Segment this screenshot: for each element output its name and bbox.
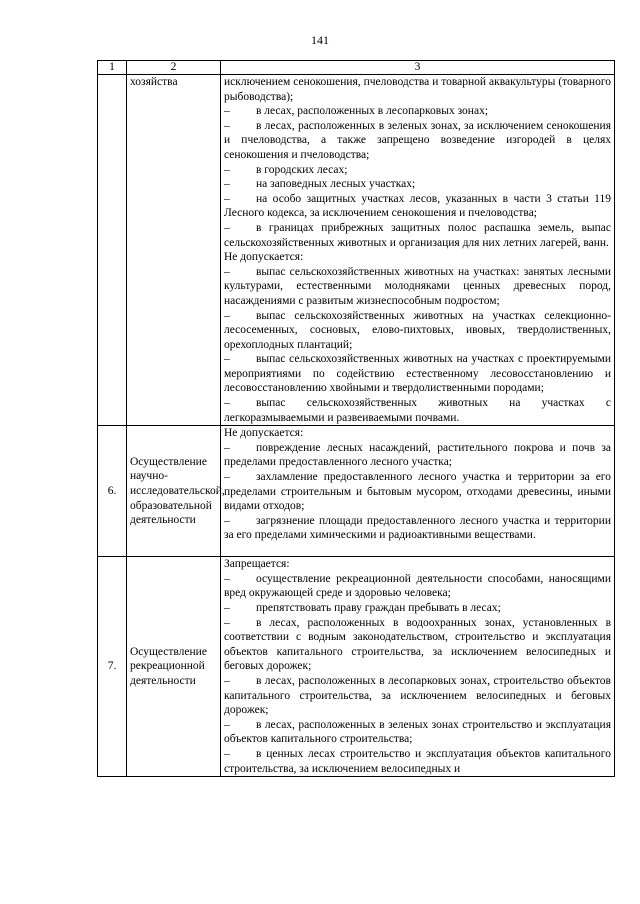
list-item — [224, 192, 611, 221]
table-header-row — [98, 61, 615, 75]
list-item-text: в лесах, расположенных в зеленых зонах строительство и эксплуатация объектов капитального строительства; — [224, 718, 611, 746]
list-item-text: в лесах, расположенных в лесопарковых зонах; — [256, 105, 489, 118]
list-item — [224, 572, 611, 601]
list-item — [224, 177, 611, 192]
list-item — [224, 309, 611, 353]
paragraph — [224, 75, 611, 104]
row-number: 7. — [98, 557, 127, 777]
dash-icon: – — [224, 514, 230, 527]
paragraph — [224, 557, 611, 572]
list-item-text: в границах прибрежных защитных полос распашка земель, выпас сельскохозяйственных животных и организация для них летних лагерей, ванн. — [224, 221, 611, 249]
list-item-text: выпас сельскохозяйственных животных на участках с проектируемыми мероприятиями по содействию естественному лесовосстановлению и лесовосстановлению хвойными и твердолиственными породами; — [224, 353, 611, 395]
row-number: 6. — [98, 426, 127, 557]
restrictions-text — [221, 557, 615, 777]
list-item — [224, 221, 611, 250]
activity-name: хозяйства — [127, 75, 221, 426]
list-item-text: выпас сельскохозяйственных животных на участках: занятых лесными культурами, естественными молодняками ценных древесных пород, насаждениями с развитым жизнеспособным подростом; — [224, 265, 611, 307]
list-item-text: повреждение лесных насаждений, растительного покрова и почв за пределами предоставленного лесного участка; — [224, 441, 611, 469]
list-item-text: в городских лесах; — [256, 163, 348, 176]
list-item-text: препятствовать праву граждан пребывать в лесах; — [256, 602, 501, 615]
table-row — [98, 557, 615, 777]
list-item — [224, 104, 611, 119]
list-item — [224, 396, 611, 425]
list-item-text: Не допускается: — [224, 251, 304, 264]
paragraph — [224, 250, 611, 265]
dash-icon: – — [224, 675, 230, 687]
restrictions-table — [97, 60, 615, 777]
dash-icon: – — [224, 265, 230, 278]
list-item-text: Не допускается: — [224, 427, 304, 440]
dash-icon: – — [224, 718, 230, 731]
list-item — [224, 674, 611, 718]
list-item-text: исключением сенокошения, пчеловодства и товарной аквакультуры (товарного рыбоводства); — [224, 76, 611, 103]
dash-icon: – — [224, 471, 230, 484]
list-item — [224, 616, 611, 674]
list-item-text: захламление предоставленного лесного участка и территории за его пределами строительным и бытовым мусором, отходами древесины, иными видами отходов; — [224, 471, 611, 513]
list-item-text: на особо защитных участках лесов, указанных в части 3 статьи 119 Лесного кодекса, за исключением сенокошения и пчеловодства; — [224, 192, 611, 220]
dash-icon: – — [224, 602, 230, 615]
list-item — [224, 718, 611, 747]
list-item-text: осуществление рекреационной деятельности способами, наносящими вред окружающей среде и здоровью человека; — [224, 572, 611, 600]
paragraph — [224, 426, 611, 441]
header-col-1: 1 — [98, 61, 127, 75]
table-row — [98, 75, 615, 426]
list-item-text: выпас сельскохозяйственных животных на участках с легкоразмываемыми и развеиваемыми почвами. — [224, 397, 611, 424]
list-item-text: в лесах, расположенных в лесопарковых зонах, строительство объектов капитального строительства, за исключением велосипедных и беговых дорожек; — [224, 675, 611, 717]
list-item — [224, 352, 611, 396]
activity-name: Осуществление рекреационной деятельности — [127, 557, 221, 777]
list-item — [224, 601, 611, 616]
dash-icon: – — [224, 572, 230, 585]
list-item-text: Запрещается: — [224, 558, 290, 571]
dash-icon: – — [224, 119, 230, 132]
list-item — [224, 747, 611, 776]
list-item-text: выпас сельскохозяйственных животных на участках селекционно-лесосеменных, сосновых, елово-пихтовых, ивовых, твердолиственных, орехоплодных плантаций; — [224, 309, 611, 351]
row-number — [98, 75, 127, 426]
list-item-text: в ценных лесах строительство и эксплуатация объектов капитального строительства, за исключением велосипедных и — [224, 747, 611, 775]
list-item-text: в лесах, расположенных в водоохранных зонах, установленных в соответствии с водным законодательством, строительство и эксплуатация объектов капитального строительства, за исключением велосипедных и беговых дорожек; — [224, 616, 611, 673]
dash-icon: – — [224, 397, 230, 410]
list-item — [224, 514, 611, 543]
page-number: 141 — [311, 33, 329, 47]
dash-icon: – — [224, 163, 230, 176]
header-col-3: 3 — [221, 61, 615, 75]
dash-icon: – — [224, 105, 230, 118]
dash-icon: – — [224, 616, 230, 629]
list-item-text: на заповедных лесных участках; — [256, 178, 416, 191]
dash-icon: – — [224, 441, 230, 454]
dash-icon: – — [224, 353, 230, 366]
list-item — [224, 265, 611, 309]
dash-icon: – — [224, 192, 230, 205]
dash-icon: – — [224, 178, 230, 191]
table-row — [98, 426, 615, 557]
activity-name: Осуществление научно-исследовательской, образовательной деятельности — [127, 426, 221, 557]
dash-icon: – — [224, 747, 230, 760]
dash-icon: – — [224, 221, 230, 234]
restrictions-text — [221, 75, 615, 426]
list-item — [224, 441, 611, 470]
list-item — [224, 163, 611, 178]
header-col-2: 2 — [127, 61, 221, 75]
list-item — [224, 119, 611, 163]
dash-icon: – — [224, 309, 230, 322]
list-item-text: загрязнение площади предоставленного лесного участка и территории за его пределами химическими и радиоактивными веществами. — [224, 514, 611, 542]
list-item-text: в лесах, расположенных в зеленых зонах, за исключением сенокошения и пчеловодства, а также запрещено возведение изгородей в целях сенокошения и пчеловодства; — [224, 119, 611, 161]
list-item — [224, 470, 611, 514]
restrictions-text — [221, 426, 615, 557]
